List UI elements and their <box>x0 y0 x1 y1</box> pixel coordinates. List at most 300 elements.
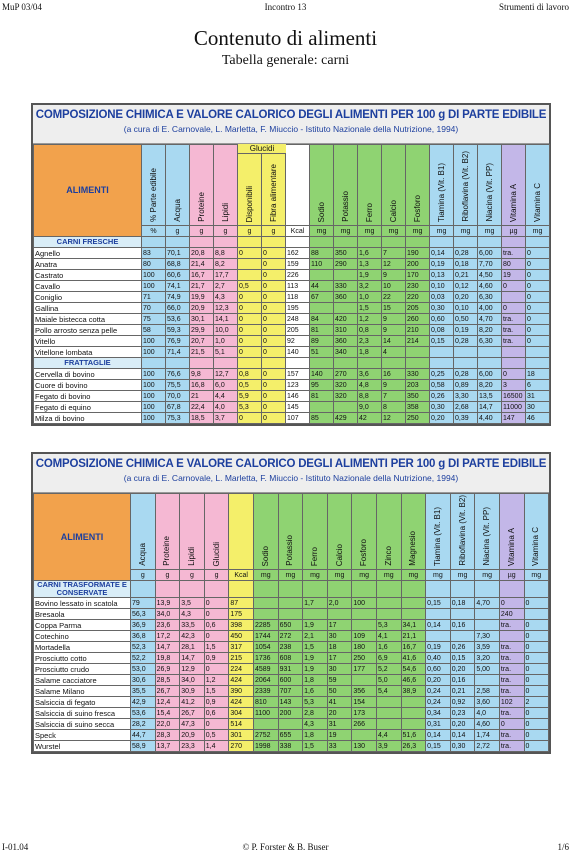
empty-cell <box>278 581 303 598</box>
value-cell: 4,3 <box>214 292 238 303</box>
table-row <box>34 413 550 424</box>
value-cell: 8,20 <box>478 380 502 391</box>
value-cell: 74,1 <box>166 281 190 292</box>
value-cell: 0,24 <box>426 686 451 697</box>
value-cell: 81 <box>310 325 334 336</box>
empty-cell <box>204 581 229 598</box>
value-cell: 203 <box>406 380 430 391</box>
empty-cell <box>229 581 254 598</box>
column-name: Riboflavina (Vit. B2) <box>460 151 470 222</box>
value-cell: 53,0 <box>131 664 156 675</box>
value-cell: 113 <box>286 281 310 292</box>
food-name: Bovino lessato in scatola <box>34 598 131 609</box>
value-cell: 0 <box>238 325 262 336</box>
value-cell: tra. <box>499 653 524 664</box>
empty-cell <box>166 358 190 369</box>
column-header <box>155 494 180 570</box>
value-cell: 3,20 <box>475 653 500 664</box>
value-cell <box>406 347 430 358</box>
value-cell: 1,74 <box>475 730 500 741</box>
value-cell: 5,1 <box>214 347 238 358</box>
table-row <box>34 653 549 664</box>
value-cell <box>238 259 262 270</box>
unit-cell: g <box>166 226 190 237</box>
value-cell: 0,89 <box>454 380 478 391</box>
value-cell: 250 <box>406 413 430 424</box>
unit-cell: Kcal <box>229 570 254 581</box>
value-cell: 0,30 <box>450 741 475 752</box>
unit-cell: µg <box>502 226 526 237</box>
value-cell <box>430 347 454 358</box>
value-cell: 0 <box>262 347 286 358</box>
value-cell: 0,20 <box>430 413 454 424</box>
value-cell: 7,30 <box>475 631 500 642</box>
value-cell: 162 <box>286 248 310 259</box>
table-row <box>34 664 549 675</box>
empty-cell <box>310 358 334 369</box>
column-header <box>406 145 430 226</box>
value-cell <box>426 609 451 620</box>
value-cell: 0 <box>524 708 549 719</box>
value-cell: 1744 <box>253 631 278 642</box>
value-cell: 0 <box>238 292 262 303</box>
empty-cell <box>475 581 500 598</box>
value-cell <box>502 292 526 303</box>
value-cell: 190 <box>406 248 430 259</box>
table-row <box>34 259 550 270</box>
value-cell: 92 <box>286 336 310 347</box>
value-cell: 0,50 <box>454 314 478 325</box>
unit-cell: mg <box>526 226 550 237</box>
empty-cell <box>166 237 190 248</box>
value-cell: 16,7 <box>190 270 214 281</box>
value-cell: 655 <box>278 730 303 741</box>
value-cell: 200 <box>278 708 303 719</box>
unit-cell: % <box>142 226 166 237</box>
value-cell: 21,1 <box>401 631 426 642</box>
value-cell: 52,3 <box>131 642 156 653</box>
value-cell: 14,1 <box>214 314 238 325</box>
empty-cell <box>430 237 454 248</box>
value-cell: 210 <box>406 325 430 336</box>
value-cell: 0 <box>524 730 549 741</box>
value-cell <box>401 708 426 719</box>
value-cell: 1,9 <box>358 270 382 281</box>
column-name: Niacina (Vit. PP) <box>482 507 492 566</box>
value-cell: 0,10 <box>454 303 478 314</box>
food-name: Prosciutto cotto <box>34 653 131 664</box>
value-cell: 0,10 <box>430 281 454 292</box>
value-cell: 0 <box>502 303 526 314</box>
column-name: % Parte edibile <box>148 168 158 222</box>
value-cell <box>352 675 377 686</box>
value-cell: 0 <box>204 664 229 675</box>
column-name: Vitamina C <box>531 527 541 566</box>
empty-cell <box>524 581 549 598</box>
table-row <box>34 402 550 413</box>
column-header <box>475 494 500 570</box>
value-cell: 175 <box>229 609 254 620</box>
empty-cell <box>180 581 205 598</box>
value-cell: 707 <box>278 686 303 697</box>
column-name: Sodio <box>260 545 270 566</box>
value-cell: 5,2 <box>376 664 401 675</box>
value-cell: 28,1 <box>180 642 205 653</box>
empty-cell <box>502 237 526 248</box>
value-cell: 1,8 <box>303 730 328 741</box>
value-cell: 14,7 <box>478 402 502 413</box>
value-cell: 0 <box>499 598 524 609</box>
column-name: Fosforo <box>359 538 369 566</box>
column-name: Tiamina (Vit. B1) <box>432 506 442 566</box>
value-cell: 0 <box>526 336 550 347</box>
value-cell: 4,1 <box>376 631 401 642</box>
value-cell: 1,8 <box>303 675 328 686</box>
value-cell: 170 <box>406 270 430 281</box>
value-cell: 5,3 <box>303 697 328 708</box>
empty-cell <box>454 237 478 248</box>
section-label: FRATTAGLIE <box>34 358 142 369</box>
value-cell: 0 <box>238 336 262 347</box>
value-cell: 8 <box>382 402 406 413</box>
value-cell <box>303 609 328 620</box>
table-row <box>34 303 550 314</box>
value-cell: 0 <box>524 719 549 730</box>
value-cell: 140 <box>310 369 334 380</box>
value-cell: 270 <box>229 741 254 752</box>
value-cell <box>401 598 426 609</box>
value-cell: 429 <box>334 413 358 424</box>
value-cell: 0,21 <box>454 270 478 281</box>
value-cell: 70,1 <box>166 248 190 259</box>
value-cell: 0,5 <box>204 730 229 741</box>
value-cell: 0,16 <box>450 675 475 686</box>
value-cell <box>238 270 262 281</box>
value-cell <box>334 402 358 413</box>
column-header <box>262 145 286 226</box>
value-cell: 80 <box>142 259 166 270</box>
column-header <box>286 145 310 226</box>
value-cell: 0 <box>526 248 550 259</box>
unit-cell: g <box>155 570 180 581</box>
value-cell: 30,6 <box>131 675 156 686</box>
column-name: Fibra alimentare <box>268 164 278 222</box>
empty-cell <box>131 581 156 598</box>
empty-cell <box>478 237 502 248</box>
unit-cell: mg <box>426 570 451 581</box>
value-cell: 0 <box>204 598 229 609</box>
value-cell: 66,0 <box>166 303 190 314</box>
value-cell <box>253 598 278 609</box>
value-cell: 350 <box>406 391 430 402</box>
table-heading: COMPOSIZIONE CHIMICA E VALORE CALORICO DEGLI ALIMENTI PER 100 g DI PARTE EDIBILE <box>35 109 547 121</box>
value-cell: 159 <box>286 259 310 270</box>
food-name: Agnello <box>34 248 142 259</box>
value-cell: 9 <box>382 270 406 281</box>
value-cell: 180 <box>352 642 377 653</box>
value-cell <box>310 303 334 314</box>
column-header <box>327 494 352 570</box>
value-cell: 21,7 <box>190 281 214 292</box>
header-row <box>34 494 549 570</box>
value-cell: 0,14 <box>426 730 451 741</box>
unit-cell: mg <box>352 570 377 581</box>
value-cell: 19 <box>327 730 352 741</box>
section-label: CARNI TRASFORMATE E CONSERVATE <box>34 581 131 598</box>
table-heading: COMPOSIZIONE CHIMICA E VALORE CALORICO DEGLI ALIMENTI PER 100 g DI PARTE EDIBILE <box>35 458 547 470</box>
value-cell: 330 <box>406 369 430 380</box>
value-cell: 1,8 <box>358 347 382 358</box>
column-name: Ferro <box>364 202 374 222</box>
column-header <box>253 494 278 570</box>
value-cell: 0,92 <box>450 697 475 708</box>
value-cell: 4,4 <box>214 391 238 402</box>
value-cell: 0 <box>204 609 229 620</box>
value-cell: 3,2 <box>358 281 382 292</box>
value-cell: 0,18 <box>454 259 478 270</box>
value-cell: tra. <box>502 325 526 336</box>
empty-cell <box>238 358 262 369</box>
value-cell: 224 <box>229 664 254 675</box>
unit-cell: mg <box>406 226 430 237</box>
value-cell: 42,3 <box>180 631 205 642</box>
value-cell <box>426 631 451 642</box>
value-cell: 147 <box>502 413 526 424</box>
value-cell <box>376 719 401 730</box>
value-cell: 79 <box>131 598 156 609</box>
glucidi-group-label: Glucidi <box>238 144 286 154</box>
value-cell: 28,3 <box>155 730 180 741</box>
value-cell: 205 <box>286 325 310 336</box>
data-table <box>33 493 549 752</box>
value-cell: 0,34 <box>426 708 451 719</box>
value-cell: 320 <box>334 380 358 391</box>
value-cell: 390 <box>229 686 254 697</box>
unit-cell: mg <box>303 570 328 581</box>
footer-left: I-01.04 <box>2 842 29 852</box>
value-cell: 100 <box>142 402 166 413</box>
value-cell: 17,7 <box>214 270 238 281</box>
value-cell: 0,13 <box>430 270 454 281</box>
value-cell: 4,50 <box>478 270 502 281</box>
value-cell: 0,40 <box>426 653 451 664</box>
section-row <box>34 358 550 369</box>
value-cell: 2,3 <box>358 336 382 347</box>
value-cell: 420 <box>334 314 358 325</box>
value-cell: 118 <box>286 292 310 303</box>
unit-cell: mg <box>278 570 303 581</box>
value-cell <box>450 631 475 642</box>
value-cell: 0,58 <box>430 380 454 391</box>
value-cell: 0,30 <box>430 402 454 413</box>
value-cell: 70,0 <box>166 391 190 402</box>
value-cell: 53,6 <box>131 708 156 719</box>
value-cell: 31 <box>526 391 550 402</box>
value-cell: 200 <box>406 259 430 270</box>
value-cell: 74,9 <box>166 292 190 303</box>
empty-cell <box>358 358 382 369</box>
value-cell: 214 <box>406 336 430 347</box>
alimenti-header: ALIMENTI <box>34 145 142 237</box>
value-cell: 2,7 <box>214 281 238 292</box>
value-cell: 0 <box>524 675 549 686</box>
value-cell: 20,9 <box>190 303 214 314</box>
value-cell: 0,28 <box>454 369 478 380</box>
value-cell: 173 <box>352 708 377 719</box>
value-cell: 0 <box>238 303 262 314</box>
value-cell: 0,16 <box>450 620 475 631</box>
value-cell: tra. <box>499 708 524 719</box>
value-cell: 54,6 <box>401 664 426 675</box>
value-cell <box>376 708 401 719</box>
value-cell: 1736 <box>253 653 278 664</box>
value-cell: 0 <box>524 741 549 752</box>
value-cell: 16,8 <box>190 380 214 391</box>
value-cell: 31 <box>327 719 352 730</box>
unit-cell: g <box>180 570 205 581</box>
value-cell: 9,0 <box>358 402 382 413</box>
table-row <box>34 314 550 325</box>
value-cell: 0,26 <box>450 642 475 653</box>
value-cell: 123 <box>286 380 310 391</box>
data-table <box>33 144 550 424</box>
unit-cell: mg <box>358 226 382 237</box>
value-cell: 6 <box>526 380 550 391</box>
table-row <box>34 741 549 752</box>
value-cell: 38,9 <box>401 686 426 697</box>
value-cell <box>450 609 475 620</box>
value-cell: 350 <box>334 248 358 259</box>
empty-cell <box>214 358 238 369</box>
value-cell: 4 <box>382 347 406 358</box>
value-cell: 0 <box>526 270 550 281</box>
value-cell: 26,7 <box>180 708 205 719</box>
value-cell: 0,19 <box>454 325 478 336</box>
value-cell: 240 <box>499 609 524 620</box>
value-cell: 100 <box>352 598 377 609</box>
value-cell: tra. <box>499 741 524 752</box>
unit-cell: Kcal <box>286 226 310 237</box>
value-cell: 59 <box>327 675 352 686</box>
food-name: Castrato <box>34 270 142 281</box>
value-cell: 320 <box>334 391 358 402</box>
table-row <box>34 391 550 402</box>
empty-cell <box>155 581 180 598</box>
value-cell <box>278 609 303 620</box>
value-cell: 26,9 <box>155 664 180 675</box>
value-cell: 0 <box>204 719 229 730</box>
table-row <box>34 347 550 358</box>
table-row <box>34 369 550 380</box>
value-cell: 1054 <box>253 642 278 653</box>
value-cell: 21 <box>190 391 214 402</box>
empty-cell <box>478 358 502 369</box>
column-name: Lipidi <box>220 203 230 222</box>
value-cell: 3,5 <box>180 598 205 609</box>
value-cell: 84 <box>310 314 334 325</box>
column-name: Vitamina C <box>532 183 542 222</box>
value-cell: 0 <box>526 259 550 270</box>
value-cell: 10,0 <box>214 325 238 336</box>
food-name: Wurstel <box>34 741 131 752</box>
column-header <box>502 145 526 226</box>
column-name: Riboflavina (Vit. B2) <box>457 495 467 566</box>
value-cell <box>376 598 401 609</box>
page-subtitle: Tabella generale: carni <box>221 53 350 68</box>
value-cell: 0,25 <box>430 369 454 380</box>
value-cell: tra. <box>499 675 524 686</box>
value-cell: 0,20 <box>450 664 475 675</box>
value-cell: 30 <box>327 664 352 675</box>
column-name: Ferro <box>309 546 319 566</box>
value-cell: 0,28 <box>454 336 478 347</box>
value-cell <box>327 609 352 620</box>
value-cell: 0 <box>238 248 262 259</box>
empty-cell <box>262 358 286 369</box>
value-cell: 0 <box>238 413 262 424</box>
value-cell: 0,5 <box>238 281 262 292</box>
value-cell: 157 <box>286 369 310 380</box>
value-cell: 70 <box>142 303 166 314</box>
value-cell <box>478 347 502 358</box>
value-cell: 0,20 <box>450 719 475 730</box>
value-cell: 110 <box>310 259 334 270</box>
value-cell: 100 <box>142 413 166 424</box>
value-cell: 0,08 <box>430 325 454 336</box>
value-cell: 75,5 <box>166 380 190 391</box>
value-cell: 0,14 <box>426 620 451 631</box>
value-cell: 100 <box>142 336 166 347</box>
value-cell: 28,5 <box>155 675 180 686</box>
value-cell: 0 <box>262 270 286 281</box>
value-cell: 0,5 <box>238 380 262 391</box>
column-name: Disponibili <box>244 185 254 222</box>
value-cell: 18 <box>327 642 352 653</box>
value-cell: 4,40 <box>478 413 502 424</box>
section-row <box>34 237 550 248</box>
value-cell: 20,9 <box>180 730 205 741</box>
value-cell: 1,0 <box>214 336 238 347</box>
value-cell: 330 <box>334 281 358 292</box>
value-cell: 0 <box>262 303 286 314</box>
alimenti-header: ALIMENTI <box>34 494 131 581</box>
unit-cell: g <box>131 570 156 581</box>
footer-right: 1/6 <box>557 842 569 852</box>
value-cell: 2,72 <box>475 741 500 752</box>
value-cell: 44,7 <box>131 730 156 741</box>
value-cell: 7 <box>382 391 406 402</box>
value-cell: 0 <box>524 642 549 653</box>
value-cell: 304 <box>229 708 254 719</box>
value-cell: 16 <box>382 369 406 380</box>
empty-cell <box>406 358 430 369</box>
unit-cell: mg <box>475 570 500 581</box>
value-cell <box>253 609 278 620</box>
value-cell: 0 <box>262 248 286 259</box>
unit-cell: mg <box>334 226 358 237</box>
value-cell: 250 <box>352 653 377 664</box>
value-cell: 0,8 <box>238 369 262 380</box>
value-cell: 1,3 <box>358 259 382 270</box>
value-cell: tra. <box>502 314 526 325</box>
value-cell: tra. <box>499 730 524 741</box>
value-cell: 1,5 <box>303 741 328 752</box>
value-cell: 1,7 <box>303 598 328 609</box>
value-cell: 2752 <box>253 730 278 741</box>
value-cell: 0 <box>526 281 550 292</box>
value-cell: 0 <box>524 664 549 675</box>
value-cell: 4,0 <box>475 708 500 719</box>
